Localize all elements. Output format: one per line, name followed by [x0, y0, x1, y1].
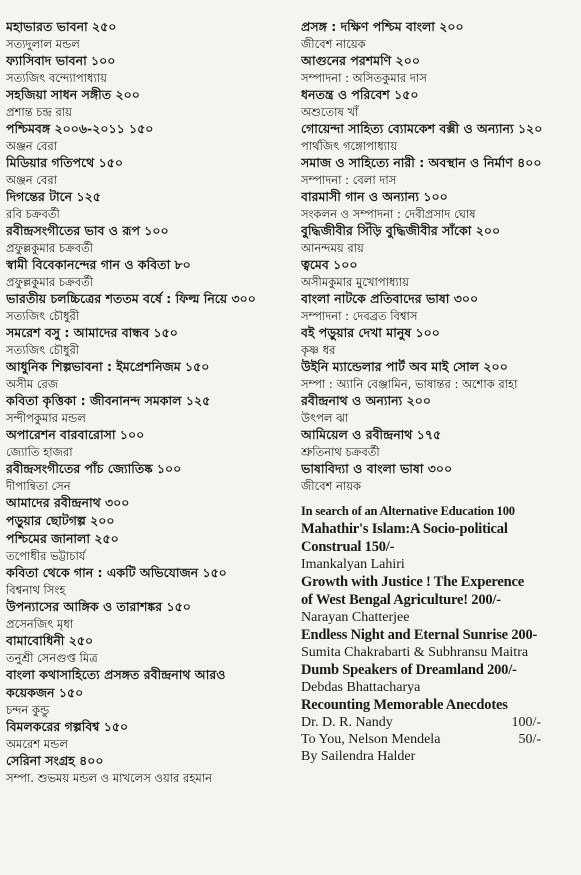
book-title: Dumb Speakers of Dreamland 200/-: [301, 662, 517, 678]
book-entry: [301, 18, 575, 52]
book-entry: [6, 530, 296, 564]
book-entry: [6, 324, 296, 358]
book-title: of West Bengal Agriculture! 200/-: [301, 592, 501, 608]
book-author: কৃষ্ণ ধর: [301, 343, 336, 357]
book-author: তনুশ্রী সেনগুপ্ত মিত্র: [6, 651, 98, 665]
book-author: Narayan Chatterjee: [301, 610, 410, 625]
book-title: বুদ্ধিজীবীর সিঁড়ি বুদ্ধিজীবীর সাঁকো ২০০: [301, 223, 501, 238]
book-author: প্রসেনজিৎ মৃধা: [6, 617, 74, 631]
book-entry: [6, 290, 296, 324]
book-title: উইনি ম্যান্ডেলার পার্ট অব মাই সোল ২০০: [301, 359, 508, 374]
book-title: ধনতন্ত্র ও পরিবেশ ১৫০: [301, 87, 419, 102]
book-author: তপোধীর ভট্টাচার্য: [6, 549, 86, 563]
book-author: জীবেশ নায়েক: [301, 37, 366, 51]
book-title: Growth with Justice ! The Experence: [301, 574, 524, 590]
book-author: সম্পা. শুভময় মন্ডল ও মাখলেস ওয়ার রহমান: [6, 771, 212, 785]
book-title: মিডিয়ার গতিপথে ১৫০: [6, 155, 123, 170]
book-title: Mahathir's Islam:A Socio-political: [301, 521, 508, 537]
book-author: সম্পাদনা : অসিতকুমার দাস: [301, 71, 427, 85]
book-entry: [301, 324, 575, 358]
book-author: অঞ্জন বেরা: [6, 173, 58, 187]
book-title: রবীন্দ্রসংগীতের পাঁচ জ্যোতিষ্ক ১০০: [6, 461, 182, 476]
book-entry: [6, 632, 296, 666]
book-title: কবিতা কৃত্তিকা : জীবনানন্দ সমকাল ১২৫: [6, 393, 211, 408]
book-title: Construal 150/-: [301, 539, 395, 555]
left-column: [6, 18, 296, 786]
book-title: দিগন্তের টানে ১২৫: [6, 189, 101, 204]
book-author: অশুতোষ খাঁ: [301, 105, 359, 119]
book-entry: [6, 52, 296, 86]
book-title: সমরেশ বসু : আমাদের বান্ধব ১৫০: [6, 325, 178, 340]
book-title: আমিয়েল ও রবীন্দ্রনাথ ১৭৫: [301, 427, 442, 442]
english-book-entry: [301, 502, 575, 520]
book-author: রবি চক্রবর্তী: [6, 207, 60, 221]
book-author: অমরেশ মন্ডল: [6, 737, 68, 751]
english-book-entry: [301, 661, 575, 696]
book-title: বিমলকরের গল্পবিশ্ব ১৫০: [6, 719, 129, 734]
english-book-entry: [301, 573, 575, 626]
book-author: চন্দন কুন্ডু: [6, 703, 50, 717]
book-title: বামাবোধিনী ২৫০: [6, 633, 94, 648]
book-author: সম্পাদনা : দেবব্রত বিশ্বাস: [301, 309, 418, 323]
book-entry: [301, 392, 575, 426]
book-author: অসীম রেজ: [6, 377, 59, 391]
book-title: স্বামী বিবেকানন্দের গান ও কবিতা ৮০: [6, 257, 191, 272]
book-entry: [6, 460, 296, 494]
book-author: প্রফুল্লকুমার চক্রবর্তী: [6, 241, 94, 255]
book-entry: [6, 222, 296, 256]
book-entry: [6, 752, 296, 786]
book-author: আনন্দময় রায়: [301, 241, 364, 255]
book-title: বই পড়ুয়ার দেখা মানুষ ১০০: [301, 325, 440, 340]
book-title: বাংলা নাটকে প্রতিবাদের ভাষা ৩০০: [301, 291, 479, 306]
book-entry: [6, 494, 296, 512]
book-entry: [301, 86, 575, 120]
english-book-entry: [301, 520, 575, 573]
row-label: Dr. D. R. Nandy: [301, 715, 393, 730]
book-title: কয়েকজন ১৫০: [6, 685, 84, 700]
book-entry: [6, 666, 296, 684]
english-price-row: [301, 714, 541, 731]
book-entry: [6, 564, 296, 598]
book-title: অপারেশন বারবারোসা ১০০: [6, 427, 145, 442]
book-title: ত্বমেব ১০০: [301, 257, 358, 272]
english-price-rows: [301, 714, 541, 748]
book-author: সত্যজিৎ চৌধুরী: [6, 343, 80, 357]
book-entry: [301, 290, 575, 324]
book-entry: [301, 358, 575, 392]
book-author: সত্যজিৎ বন্দ্যোপাধ্যায়: [6, 71, 107, 85]
book-title: ভাষাবিদ্যা ও বাংলা ভাষা ৩০০: [301, 461, 453, 476]
english-book-entry: [301, 696, 575, 714]
book-author: বিশ্বনাথ সিংহ: [6, 583, 66, 597]
book-title: প্রসঙ্গ : দক্ষিণ পশ্চিম বাংলা ২০০: [301, 19, 464, 34]
bengali-book-list: [301, 18, 575, 494]
book-author: অসীমকুমার মুখোপাধ্যায়: [301, 275, 409, 289]
book-entry: [301, 460, 575, 494]
book-title: রবীন্দ্রসংগীতের ভাব ও রূপ ১০০: [6, 223, 169, 238]
book-title: ফ্যাসিবাদ ভাবনা ১০০: [6, 53, 116, 68]
row-price: 50/-: [518, 732, 541, 747]
book-entry: [301, 120, 575, 154]
row-label: To You, Nelson Mendela: [301, 732, 441, 747]
book-author: সত্যদুলাল মন্ডল: [6, 37, 80, 51]
book-title: পশ্চিমবঙ্গ ২০০৬-২০১১ ১৫০: [6, 121, 154, 136]
book-author: Imankalyan Lahiri: [301, 557, 405, 572]
english-book-list: [301, 502, 575, 714]
book-entry: [6, 718, 296, 752]
book-title: সমাজ ও সাহিত্যে নারী : অবস্থান ও নির্মাণ ৪০০: [301, 155, 542, 170]
book-entry: [301, 222, 575, 256]
book-entry: [6, 684, 296, 718]
book-title: পশ্চিমের জানালা ২৫০: [6, 531, 119, 546]
book-author: সন্দীপকুমার মন্ডল: [6, 411, 86, 425]
book-author: দীপান্বিতা সেন: [6, 479, 71, 493]
book-author: অঞ্জন বেরা: [6, 139, 58, 153]
book-entry: [301, 426, 575, 460]
book-entry: [6, 512, 296, 530]
book-entry: [6, 120, 296, 154]
book-entry: [301, 52, 575, 86]
book-title: আমাদের রবীন্দ্রনাথ ৩০০: [6, 495, 130, 510]
book-title: In search of an Alternative Education 100: [301, 504, 515, 518]
book-entry: [301, 154, 575, 188]
book-author: Debdas Bhattacharya: [301, 680, 421, 695]
row-price: 100/-: [511, 715, 541, 730]
book-entry: [6, 154, 296, 188]
book-author: Sumita Chakrabarti & Subhransu Maitra: [301, 645, 529, 660]
book-author: প্রফুল্লকুমার চক্রবর্তী: [6, 275, 94, 289]
book-author: উৎপল ঝা: [301, 411, 349, 425]
book-title: কবিতা থেকে গান : একটি অভিযোজন ১৫০: [6, 565, 227, 580]
book-title: সহজিয়া সাধন সঙ্গীত ২০০: [6, 87, 140, 102]
english-price-row: [301, 731, 541, 748]
book-author: সম্পা : অ্যানি বেঞ্জামিন, ভাষান্তর : অশোক রাহা: [301, 377, 518, 391]
book-author: জ্যোতি হাজরা: [6, 445, 73, 459]
book-entry: [6, 18, 296, 52]
book-title: উপন্যাসের আঙ্গিক ও তারাশঙ্কর ১৫০: [6, 599, 191, 614]
book-title: মহাভারত ভাবনা ২৫০: [6, 19, 117, 34]
book-entry: [6, 358, 296, 392]
book-entry: [301, 256, 575, 290]
book-author: পার্থজিৎ গঙ্গোপাধ্যায়: [301, 139, 398, 153]
book-title: Recounting Memorable Anecdotes: [301, 697, 508, 713]
book-title: পড়ুয়ার ছোটগল্প ২০০: [6, 513, 115, 528]
book-title: Endless Night and Eternal Sunrise 200-: [301, 627, 538, 643]
book-author: শ্রুতিনাথ চক্রবর্তী: [301, 445, 380, 459]
book-entry: [301, 188, 575, 222]
book-author: সত্যজিৎ চৌধুরী: [6, 309, 80, 323]
book-author: জীবেশ নায়ক: [301, 479, 362, 493]
english-author-line: By Sailendra Halder: [301, 749, 416, 764]
book-entry: [6, 256, 296, 290]
book-title: বারমাসী গান ও অন্যান্য ১০০: [301, 189, 448, 204]
book-author: সম্পাদনা : বেলা দাস: [301, 173, 397, 187]
book-title: আগুনের পরশমণি ২০০: [301, 53, 420, 68]
book-title: রবীন্দ্রনাথ ও অন্যান্য ২০০: [301, 393, 431, 408]
book-entry: [6, 426, 296, 460]
book-title: আধুনিক শিল্পভাবনা : ইমপ্রেশনিজম ১৫০: [6, 359, 210, 374]
book-author: প্রশান্ত চন্দ্র রায়: [6, 105, 72, 119]
book-entry: [6, 598, 296, 632]
english-book-entry: [301, 626, 575, 661]
book-title: বাংলা কথাসাহিত্যে প্রসঙ্গত রবীন্দ্রনাথ আরও: [6, 667, 226, 682]
book-author: সংকলন ও সম্পাদনা : দেবীপ্রসাদ ঘোষ: [301, 207, 476, 221]
book-title: ভারতীয় চলচ্চিত্রের শততম বর্ষে : ফিল্ম নিয়ে ৩০০: [6, 291, 256, 306]
book-entry: [6, 392, 296, 426]
book-entry: [6, 188, 296, 222]
book-title: গোয়েন্দা সাহিত্য ব্যোমকেশ বক্সী ও অন্যান্য ১২০: [301, 121, 543, 136]
book-entry: [6, 86, 296, 120]
book-title: সেরিনা সংগ্রহ ৪০০: [6, 753, 104, 768]
right-column: [301, 18, 575, 765]
